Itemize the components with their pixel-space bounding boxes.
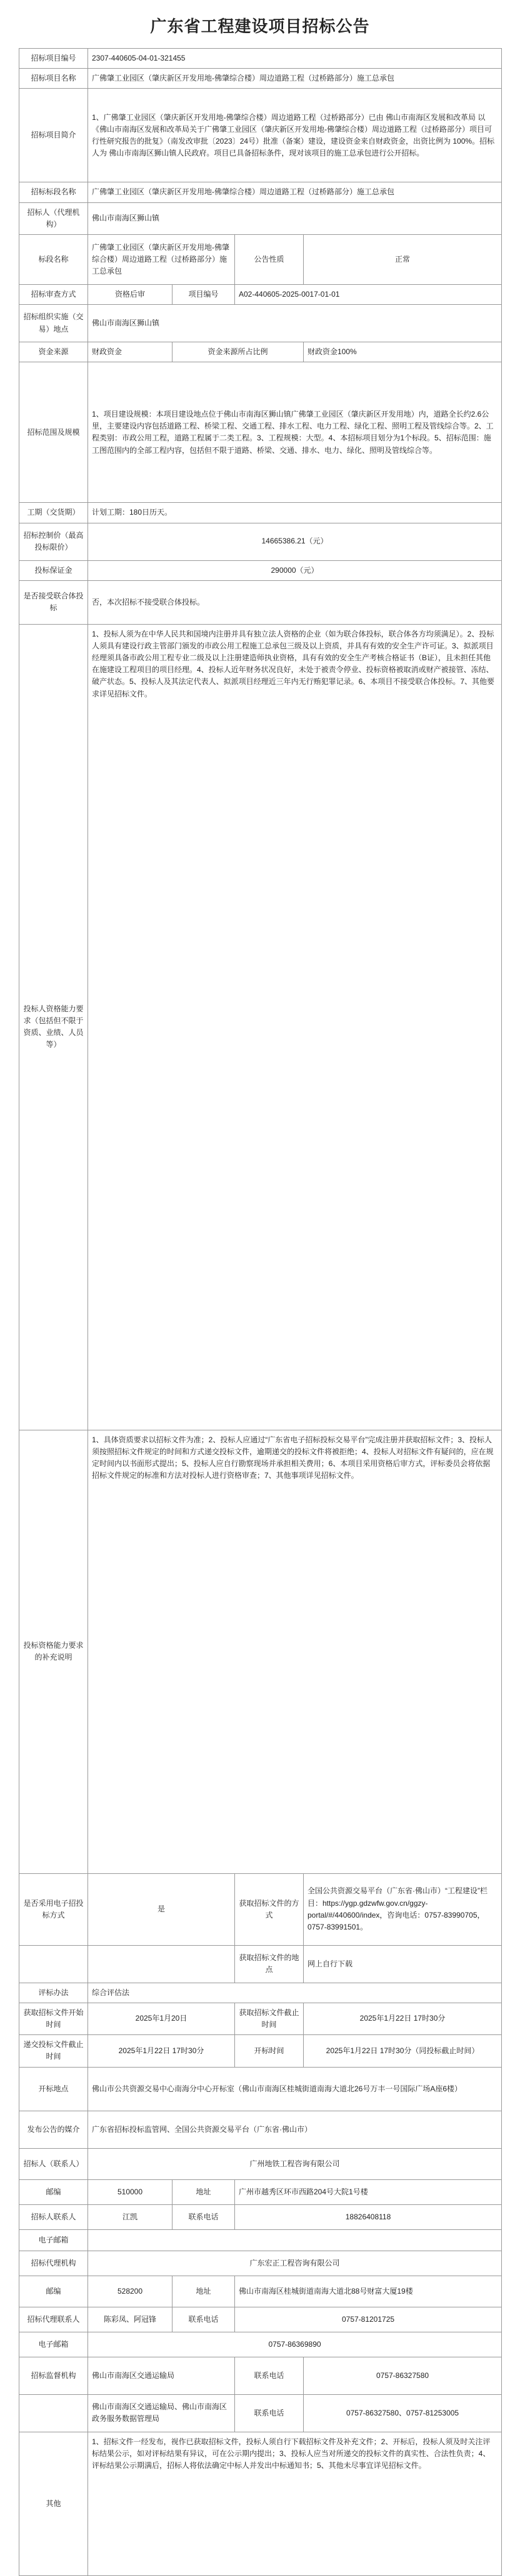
funding-ratio-label: 资金来源所占比例 [172,342,304,362]
funding-ratio-value: 财政资金100% [304,342,502,362]
agent-contact-value: 陈彩凤、阿冠锋 [88,2307,172,2332]
approval-value: 资格后审 [88,284,172,304]
price-label: 招标控制价（最高投标限价） [19,523,88,560]
open-place-value: 佛山市公共资源交易中心南海分中心开标室（佛山市南海区桂城街道南海大道北26号万丰一号国际广场A座6楼） [88,2067,502,2111]
agent-name-value: 广东宏正工程咨询有限公司 [88,2251,502,2276]
page-title: 广东省工程建设项目招标公告 [150,17,370,36]
row-qualification [19,624,502,1430]
section-name-value: 广佛肇工业园区（肇庆新区开发用地-佛肇综合楼）周边道路工程（过桥路部分）施工总承包 [88,182,502,202]
contact-value: 江凯 [88,2204,172,2229]
agent-postcode-label: 邮编 [19,2276,88,2307]
project-name-value: 广佛肇工业园区（肇庆新区开发用地-佛肇综合楼）周边道路工程（过桥路部分）施工总承包 [88,69,502,89]
row-open-place [19,2067,502,2111]
tenderer-name-label: 招标人（联系人） [19,2148,88,2179]
doc-end-value: 2025年1月22日 17时30分 [304,2003,502,2034]
union-label: 是否接受联合体投标 [19,580,88,624]
row-approval [19,284,502,304]
tender-brief-label: 招标项目简介 [19,89,88,182]
tenderer-label: 招标人（代理机构） [19,202,88,234]
row-project-name [19,69,502,89]
row-eval [19,1983,502,2003]
doc-start-value: 2025年1月20日 [88,2003,235,2034]
project-name-label: 招标项目名称 [19,69,88,89]
project-code-value: 2307-440605-04-01-321455 [88,49,502,69]
row-submit-time [19,2035,502,2067]
row-deposit [19,560,502,580]
supervise-label: 招标监督机构 [19,2357,88,2394]
acquire-method-value: 是 [88,1873,235,1945]
row-section [19,234,502,284]
phone-value: 18826408118 [235,2204,502,2229]
scope-label: 招标范围及规模 [19,362,88,503]
supervise-phone-value: 0757-86327580 [304,2357,502,2394]
agent-contact-label: 招标代理联系人 [19,2307,88,2332]
phone-label: 联系电话 [172,2204,235,2229]
acquire-addr-spacer [19,1945,88,1983]
row-agent-contact [19,2307,502,2332]
acquire-addr-value: 网上自行下载 [304,1945,502,1983]
agent-address-label: 地址 [172,2276,235,2307]
row-address [19,2179,502,2204]
section-value: 广佛肇工业园区（肇庆新区开发用地-佛肇综合楼）周边道路工程（过桥路部分）施工总承包 [88,234,235,284]
section-label: 标段名称 [19,234,88,284]
supervise-value: 佛山市南海区交通运输局 [88,2357,235,2394]
row-period [19,503,502,523]
supervise2-label [19,2394,88,2432]
project-number-label: 项目编号 [172,284,235,304]
agent-postcode-value: 528200 [88,2276,172,2307]
submit-start-label: 递交投标文件截止时间 [19,2035,88,2067]
eval-label: 评标办法 [19,1983,88,2003]
section-name-label: 招标标段名称 [19,182,88,202]
row-agent-email [19,2332,502,2357]
row-price [19,523,502,560]
open-place-label: 开标地点 [19,2067,88,2111]
price-value: 14665386.21（元） [88,523,502,560]
postcode-value: 510000 [88,2179,172,2204]
tender-brief-value: 1、广佛肇工业园区（肇庆新区开发用地-佛肇综合楼）周边道路工程（过桥路部分）已由 佛山市南海区发展和改革局 以《佛山市南海区发展和改革局关于广佛肇工业园区（肇庆新区开发用地-佛肇综合楼）周边道路工程（过桥路部分）项目可行性研究报告的批复》（南发改审批〔2023〕24号）批准（备案）建设，建设资金来自财政资金，出资比例为 100%。招标人为 佛山市南海区狮山镇人民政府。项目已具备招标条件，现对该项目的施工总承包进行公开招标。 [88,89,502,182]
deposit-label: 投标保证金 [19,560,88,580]
row-tenderer-name [19,2148,502,2179]
acquire-addr-label: 获取招标文件的地点 [235,1945,304,1983]
notice-type-value: 正常 [304,234,502,284]
row-section-name [19,182,502,202]
period-value: 计划工期：180日历天。 [88,503,502,523]
eval-value: 综合评估法 [88,1983,502,2003]
agent-phone-value: 0757-81201725 [235,2307,502,2332]
doc-end-label: 获取招标文件截止时间 [235,2003,304,2034]
supervise2-phone-value: 0757-86327580、0757-81253005 [304,2394,502,2432]
tenderer-value: 佛山市南海区狮山镇 [88,202,502,234]
row-tender-brief [19,89,502,182]
row-scope [19,362,502,503]
address-label: 地址 [172,2179,235,2204]
project-number-value: A02-440605-2025-0017-01-01 [235,284,502,304]
acquire-method-label: 是否采用电子招投标方式 [19,1873,88,1945]
row-other [19,2432,502,2575]
email-label: 电子邮箱 [19,2229,88,2251]
other-label: 其他 [19,2432,88,2575]
media-value: 广东省招标投标监管网、全国公共资源交易平台（广东省·佛山市） [88,2111,502,2148]
row-place [19,305,502,342]
scope-value: 1、项目建设规模：本项目建设地点位于佛山市南海区狮山镇广佛肇工业园区（肇庆新区开发用地）内，道路全长约2.6公里，主要建设内容包括道路工程、桥梁工程、交通工程、排水工程、电力工程、绿化工程、照明工程及管线综合等。2、工程类别：市政公用工程，道路工程属于二类工程。3、工程规模：大型。4、本招标项目划分为1个标段。5、招标范围：施工图范围内的全部工程内容，包括但不限于道路、桥梁、交通、排水、电力、绿化、照明及管线综合等。 [88,362,502,503]
address-value: 广州市越秀区环市西路204号大院1号楼 [235,2179,502,2204]
funding-label: 资金来源 [19,342,88,362]
row-agent-address [19,2276,502,2307]
other-value: 1、招标文件一经发布，视作已获取招标文件，投标人须自行下载招标文件及补充文件；2、开标后，投标人须及时关注评标结果公示，如对评标结果有异议，可在公示期内提出；3、投标人应当对所递交的投标文件的真实性、合法性负责；4、评标结果公示期满后，招标人将依法确定中标人并发出中标通知书；5、其他未尽事宜详见招标文件。 [88,2432,502,2575]
acquire-time-label: 获取招标文件的方式 [235,1873,304,1945]
place-value: 佛山市南海区狮山镇 [88,305,502,342]
row-acquire [19,1873,502,1945]
funding-value: 财政资金 [88,342,172,362]
doc-start-label: 获取招标文件开始时间 [19,2003,88,2034]
row-media [19,2111,502,2148]
tenderer-name-value: 广州地铁工程咨询有限公司 [88,2148,502,2179]
email-value [88,2229,502,2251]
row-acquire-addr [19,1945,502,1983]
agent-phone-label: 联系电话 [172,2307,235,2332]
row-union [19,580,502,624]
qualification-label: 投标人资格能力要求（包括但不限于资质、业绩、人员等） [19,624,88,1430]
row-email [19,2229,502,2251]
acquire-time-value: 全国公共资源交易平台（广东省·佛山市）“工程建设”栏目：https://ygp.gdzwfw.gov.cn/ggzy-portal/#/440600/index，咨询电话：0757-83990705，0757-83991501。 [304,1873,502,1945]
row-contact [19,2204,502,2229]
row-tenderer [19,202,502,234]
postcode-label: 邮编 [19,2179,88,2204]
project-code-label: 招标项目编号 [19,49,88,69]
row-agent-name [19,2251,502,2276]
approval-label: 招标审查方式 [19,284,88,304]
qualification-value: 1、投标人须为在中华人民共和国境内注册并具有独立法人资格的企业（如为联合体投标，联合体各方均须满足）。2、投标人须具有建设行政主管部门颁发的市政公用工程施工总承包三级及以上资质，并具有有效的安全生产许可证。3、拟派项目经理须具备市政公用工程专业二级及以上注册建造师执业资格，具有有效的安全生产考核合格证书（B证），且未担任其他在施建设工程项目的项目经理。4、投标人近年财务状况良好，未处于被责令停业、投标资格被取消或财产被接管、冻结、破产状态。5、投标人及其法定代表人、拟派项目经理近三年内无行贿犯罪记录。6、本项目不接受联合体投标。7、其他要求详见招标文件。 [88,624,502,1430]
period-label: 工期（交货期） [19,503,88,523]
agent-email-value: 0757-86369890 [88,2332,502,2357]
submit-end-value: 2025年1月22日 17时30分（同投标截止时间） [304,2035,502,2067]
notice-table [19,48,502,2576]
row-doc-time [19,2003,502,2034]
row-qual-system [19,1430,502,1873]
agent-address-value: 佛山市南海区桂城街道南海大道北88号财富大厦19楼 [235,2276,502,2307]
media-label: 发布公告的媒介 [19,2111,88,2148]
place-label: 招标组织实施（交易）地点 [19,305,88,342]
submit-start-value: 2025年1月22日 17时30分 [88,2035,235,2067]
deposit-value: 290000（元） [88,560,502,580]
row-supervise [19,2357,502,2394]
qual-system-label: 投标资格能力要求的补充说明 [19,1430,88,1873]
supervise-phone-label: 联系电话 [235,2357,304,2394]
supervise2-value: 佛山市南海区交通运输局、佛山市南海区政务服务数据管理局 [88,2394,235,2432]
agent-name-label: 招标代理机构 [19,2251,88,2276]
qual-system-value: 1、具体资质要求以招标文件为准；2、投标人应通过“广东省电子招标投标交易平台”完成注册并获取招标文件；3、投标人须按照招标文件规定的时间和方式递交投标文件，逾期递交的投标文件将被拒绝；4、投标人对招标文件有疑问的，应在规定时间内以书面形式提出；5、投标人应自行勘察现场并承担相关费用；6、本项目采用资格后审方式，评标委员会将依据招标文件规定的标准和方法对投标人进行资格审查；7、其他事项详见招标文件。 [88,1430,502,1873]
acquire-addr-spacer-2 [88,1945,235,1983]
submit-end-label: 开标时间 [235,2035,304,2067]
row-funding [19,342,502,362]
row-supervise-2 [19,2394,502,2432]
contact-label: 招标人联系人 [19,2204,88,2229]
notice-type-label: 公告性质 [235,234,304,284]
union-value: 否，本次招标不接受联合体投标。 [88,580,502,624]
row-project-code [19,49,502,69]
agent-email-label: 电子邮箱 [19,2332,88,2357]
supervise2-phone-label: 联系电话 [235,2394,304,2432]
